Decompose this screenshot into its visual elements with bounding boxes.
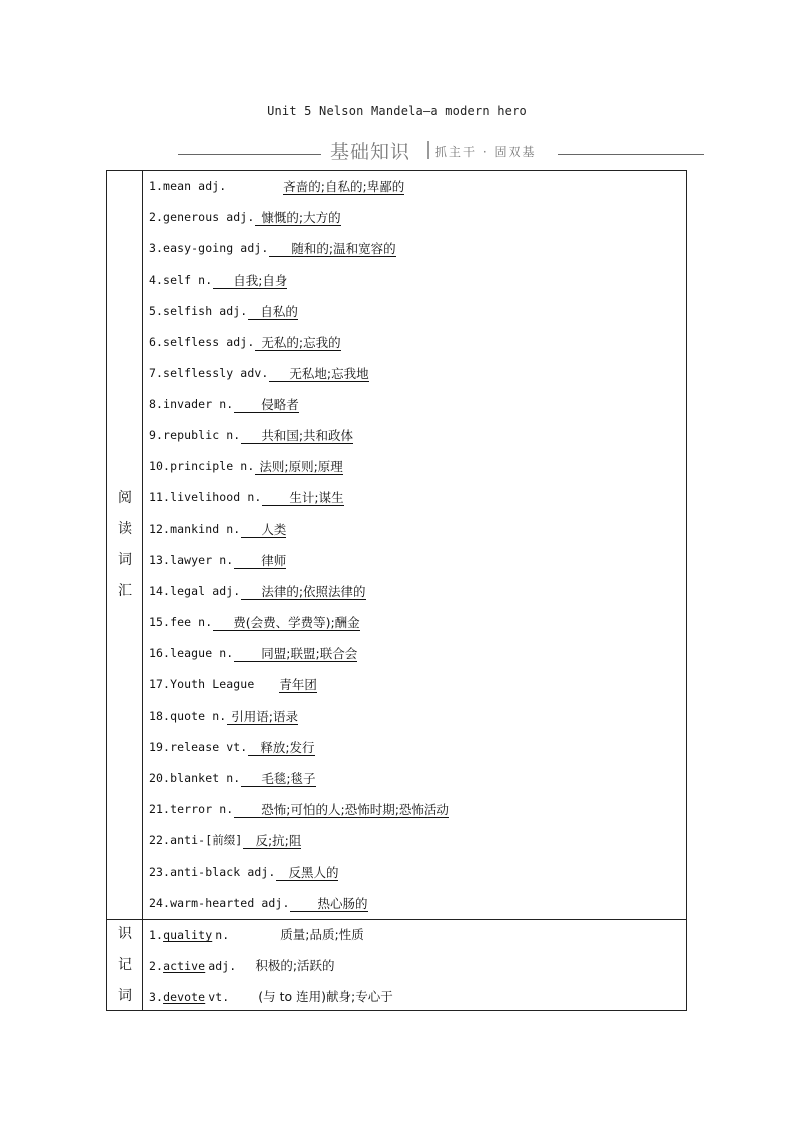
banner-subtitle: 抓主干 · 固双基	[435, 145, 537, 159]
vocab-term: 13.lawyer n.	[149, 553, 234, 567]
category-char: 词	[118, 988, 132, 1004]
vocab-answer: 吝啬的;自私的;卑鄙的	[283, 178, 405, 194]
vocab-meaning: (与 to 连用)献身;专心于	[258, 989, 393, 1004]
vocab-number: 2.	[149, 959, 164, 973]
vocab-answer: 生计;谋生	[262, 491, 343, 506]
vocab-item	[149, 171, 404, 202]
vocab-answer: 侵略者	[234, 398, 299, 413]
vocab-answer: 自私的	[248, 305, 298, 320]
banner-title: 基础知识	[330, 141, 411, 163]
vocab-term: 17.Youth League	[149, 677, 255, 691]
vocab-answer: 律师	[234, 554, 286, 569]
page-title: Unit 5 Nelson Mandela—a modern hero	[267, 104, 527, 118]
vocab-item	[149, 576, 366, 607]
vocab-term: 6.selfless adj.	[149, 335, 255, 349]
vocab-answer: 无私地;忘我地	[269, 367, 368, 382]
vocabulary-table	[106, 170, 687, 1011]
vocab-term: 23.anti-black adj.	[149, 865, 276, 879]
vocab-answer: 引用语;语录	[227, 710, 298, 725]
vocab-number: 1.	[149, 928, 164, 942]
vocab-term: 24.warm-hearted adj.	[149, 896, 290, 910]
vocab-answer: 法律的;依照法律的	[241, 585, 365, 600]
vocab-answer: 无私的;忘我的	[255, 336, 340, 351]
vocab-item	[149, 981, 393, 1012]
vocab-term: 7.selflessly adv.	[149, 366, 269, 380]
category-char: 汇	[118, 583, 132, 599]
vocab-item	[149, 794, 449, 825]
vocab-answer: 费(会费、学费等);酬金	[213, 616, 359, 631]
vocab-answer: 自我;自身	[213, 274, 287, 289]
vocab-term: 1.mean adj.	[149, 179, 227, 193]
vocab-item	[149, 514, 286, 545]
vocab-answer: 人类	[241, 523, 286, 538]
vocab-pos: adj.	[208, 959, 237, 973]
banner-separator	[427, 141, 429, 159]
vocab-meaning: 质量;品质;性质	[280, 927, 364, 942]
vocab-word: quality	[163, 928, 213, 942]
vocab-answer: 慷慨的;大方的	[255, 211, 340, 226]
vocab-answer: 共和国;共和政体	[241, 429, 353, 444]
vocab-answer: 反;抗;阻	[243, 834, 301, 849]
section-banner	[178, 137, 704, 163]
vocab-item	[149, 825, 301, 856]
category-cell	[107, 171, 143, 919]
vocab-term: 8.invader n.	[149, 397, 234, 411]
vocab-term: 3.easy-going adj.	[149, 241, 269, 255]
category-char: 读	[118, 521, 132, 537]
vocab-item	[149, 389, 299, 420]
vocab-item	[149, 607, 360, 638]
vocab-answer: 法则;原则;原理	[255, 460, 342, 475]
vocab-item	[149, 202, 341, 233]
vocab-term: 5.selfish adj.	[149, 304, 248, 318]
vocab-item	[149, 327, 341, 358]
vocab-pos: vt.	[208, 990, 230, 1004]
vocab-item	[149, 420, 353, 451]
vocab-term: 19.release vt.	[149, 740, 248, 754]
vocab-term: 11.livelihood n.	[149, 490, 262, 504]
reading-vocabulary-section	[107, 171, 686, 920]
memorize-vocabulary-section	[107, 919, 686, 1010]
vocab-item	[149, 857, 338, 888]
vocab-item	[149, 638, 357, 669]
vocab-meaning: 积极的;活跃的	[255, 958, 335, 973]
vocab-term: 16.league n.	[149, 646, 234, 660]
vocab-term: 12.mankind n.	[149, 522, 241, 536]
vocab-term: 10.principle n.	[149, 459, 255, 473]
vocab-item	[149, 732, 315, 763]
vocab-term: 15.fee n.	[149, 615, 213, 629]
vocab-pos: n.	[215, 928, 230, 942]
category-char: 阅	[118, 490, 132, 506]
vocab-term: 14.legal adj.	[149, 584, 241, 598]
vocab-item	[149, 265, 287, 296]
vocab-word: devote	[163, 990, 206, 1004]
vocab-item	[149, 763, 316, 794]
vocab-item	[149, 545, 286, 576]
vocab-answer: 恐怖;可怕的人;恐怖时期;恐怖活动	[234, 803, 449, 818]
vocab-term: 4.self n.	[149, 273, 213, 287]
vocab-term: 9.republic n.	[149, 428, 241, 442]
vocab-item	[149, 358, 369, 389]
category-char: 记	[118, 957, 132, 973]
category-char: 识	[118, 926, 132, 942]
vocab-item	[149, 233, 396, 264]
vocab-item	[149, 701, 298, 732]
vocab-item	[149, 888, 368, 919]
vocab-answer: 毛毯;毯子	[241, 772, 315, 787]
vocab-answer: 释放;发行	[248, 741, 314, 756]
vocab-number: 3.	[149, 990, 164, 1004]
category-cell	[107, 919, 143, 1010]
vocab-item	[149, 451, 343, 482]
vocab-answer: 热心肠的	[290, 897, 367, 912]
banner-rule-right	[558, 154, 704, 155]
vocab-term: 21.terror n.	[149, 802, 234, 816]
vocab-answer: 反黑人的	[276, 866, 338, 881]
vocab-item	[149, 950, 335, 981]
vocab-answer: 随和的;温和宽容的	[269, 242, 395, 257]
vocab-term: 22.anti-[前缀]	[149, 833, 243, 847]
vocab-item	[149, 296, 298, 327]
vocab-word: active	[163, 959, 206, 973]
vocab-item	[149, 482, 344, 513]
vocab-term: 18.quote n.	[149, 709, 227, 723]
vocab-item	[149, 669, 317, 700]
banner-rule-left	[178, 154, 321, 155]
vocab-answer: 同盟;联盟;联合会	[234, 647, 357, 662]
vocab-term: 20.blanket n.	[149, 771, 241, 785]
category-char: 词	[118, 552, 132, 568]
vocab-item	[149, 919, 364, 950]
vocab-term: 2.generous adj.	[149, 210, 255, 224]
vocab-answer: 青年团	[279, 676, 317, 692]
